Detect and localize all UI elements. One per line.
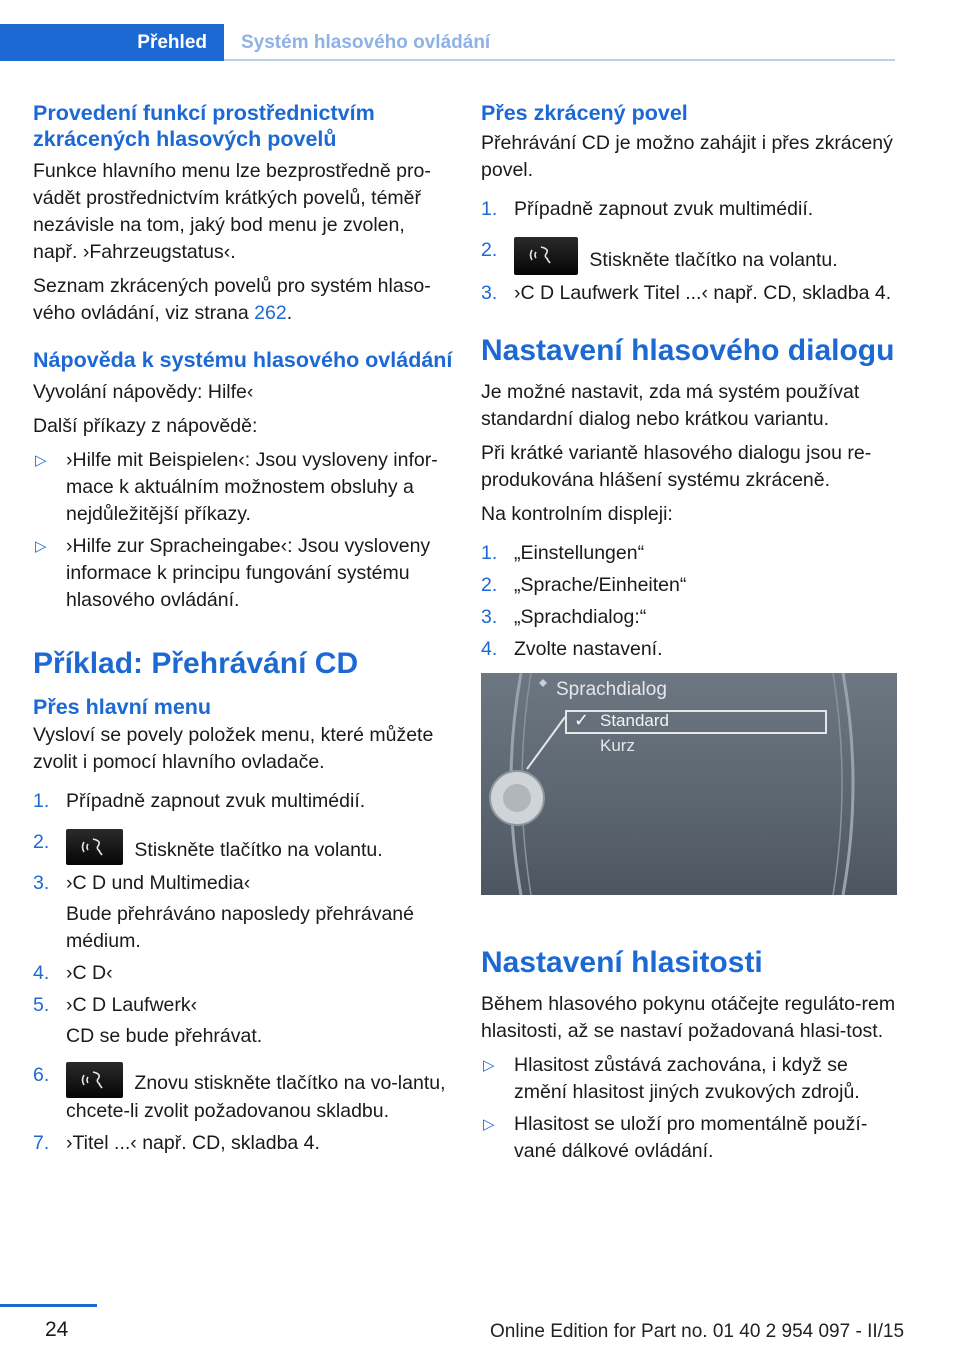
section-heading-short-commands: Provedení funkcí prostřednictvím zkrácených hlasových povelů [33, 101, 375, 151]
step-text: Zvolte nastavení. [514, 638, 663, 660]
tab-voice-control[interactable]: Systém hlasového ovládání [241, 31, 491, 53]
voice-button-icon [66, 829, 123, 865]
step-number: 1. [481, 542, 498, 564]
list-item-text: Hlasitost zůstává zachována, i když se změní hlasitost jiných zvukových zdrojů. [514, 1054, 860, 1103]
section-heading-voice-dialog: Nastavení hlasového dialogu [481, 334, 895, 367]
list-item [481, 604, 896, 631]
option-short: Kurz [600, 736, 635, 755]
voice-dialog-steps [481, 540, 896, 663]
step-number: 5. [33, 994, 50, 1016]
list-item [481, 1052, 896, 1106]
step-number: 6. [33, 1064, 50, 1086]
step-number: 1. [481, 198, 498, 220]
text-span: . [286, 302, 293, 324]
paragraph [33, 273, 453, 327]
list-item [33, 788, 453, 815]
step-text: Případně zapnout zvuk multimédií. [66, 790, 366, 812]
triangle-bullet-icon: ▷ [483, 1057, 495, 1074]
left-column [33, 100, 453, 1162]
volume-bullet-list [481, 1052, 896, 1165]
control-display-screenshot [481, 673, 897, 895]
step-number: 2. [33, 831, 50, 853]
step-text: „Sprachdialog:“ [514, 606, 647, 628]
step-text: ›C D‹ [66, 962, 113, 984]
step-text: ›C D Laufwerk‹ [66, 994, 198, 1016]
section-heading-short-command: Přes zkrácený povel [481, 101, 688, 125]
step-number: 4. [33, 962, 50, 984]
step-number: 3. [481, 606, 498, 628]
step-text: ›Titel ...‹ např. CD, skladba 4. [66, 1132, 320, 1154]
triangle-bullet-icon: ▷ [483, 1116, 495, 1133]
list-item [33, 1130, 453, 1157]
list-item [481, 572, 896, 599]
step-text: ›C D und Multimedia‹ [66, 872, 251, 894]
list-item [33, 1062, 453, 1125]
text-span: Seznam zkrácených povelů pro systém hlaso-vého ovládání, viz strana [33, 275, 431, 324]
tab-overview[interactable]: Přehled [0, 24, 224, 61]
step-number: 3. [33, 872, 50, 894]
page-header [0, 24, 895, 61]
step-text: „Sprache/Einheiten“ [514, 574, 687, 596]
paragraph: Další příkazy z nápovědě: [33, 415, 258, 437]
page-link[interactable]: 262 [254, 302, 287, 324]
triangle-bullet-icon: ▷ [35, 452, 47, 469]
paragraph: Při krátké variantě hlasového dialogu jsou re-produkována hlášení systému zkráceně. [481, 442, 872, 491]
list-item [481, 636, 896, 663]
list-item [33, 447, 453, 528]
list-item [481, 196, 896, 223]
paragraph: Je možné nastavit, zda má systém používat standardní dialog nebo krátkou variantu. [481, 381, 860, 430]
triangle-bullet-icon: ▷ [35, 538, 47, 555]
list-item [33, 992, 453, 1050]
main-menu-steps [33, 788, 453, 1157]
step-text: Stiskněte tlačítko na volantu. [129, 839, 383, 861]
help-bullet-list [33, 447, 453, 614]
list-item-text: ›Hilfe mit Beispielen‹: Jsou vysloveny infor-mace k aktuálním možnostem obsluhy a nejdůležitější příkazy. [66, 449, 438, 525]
paragraph: Přehrávání CD je možno zahájit i přes zkrácený povel. [481, 132, 893, 181]
step-number: 7. [33, 1132, 50, 1154]
list-item [481, 280, 896, 307]
paragraph: Vysloví se povely položek menu, které můžete zvolit i pomocí hlavního ovladače. [33, 724, 434, 773]
list-item [33, 870, 453, 955]
option-standard: Standard [600, 711, 669, 730]
step-number: 2. [481, 239, 498, 261]
voice-button-icon [66, 1062, 123, 1098]
list-item [481, 1111, 896, 1165]
paragraph: Vyvolání nápovědy: Hilfe‹ [33, 381, 254, 403]
page-number: 24 [45, 1318, 69, 1341]
step-number: 4. [481, 638, 498, 660]
edition-note: Online Edition for Part no. 01 40 2 954 097 - II/15 [490, 1321, 905, 1342]
step-note: CD se bude přehrávat. [66, 1025, 263, 1047]
voice-button-icon [514, 237, 578, 275]
step-note: Bude přehráváno naposledy přehrávané médium. [66, 903, 415, 952]
section-heading-volume: Nastavení hlasitosti [481, 946, 763, 979]
list-item [481, 237, 896, 275]
short-command-steps [481, 196, 896, 307]
right-column [481, 100, 896, 1170]
paragraph: Funkce hlavního menu lze bezprostředně pro-vádět prostřednictvím krátkých povelů, téměř nezávisle na tom, jaký bod menu je zvolen, např. ›Fahrzeugstatus‹. [33, 160, 431, 263]
paragraph: Během hlasového pokynu otáčejte reguláto-rem hlasitosti, až se nastaví požadovaná hlasi-tost. [481, 993, 896, 1042]
step-text: Případně zapnout zvuk multimédií. [514, 198, 814, 220]
step-text: Znovu stiskněte tlačítko na vo-lantu, chcete-li zvolit požadovanou skladbu. [66, 1072, 446, 1122]
list-item [481, 540, 896, 567]
list-item [33, 829, 453, 865]
paragraph: Na kontrolním displeji: [481, 503, 673, 525]
step-number: 2. [481, 574, 498, 596]
section-heading-cd-example: Příklad: Přehrávání CD [33, 647, 359, 680]
step-number: 3. [481, 282, 498, 304]
checkmark-icon: ✓ [574, 710, 590, 730]
step-text: ›C D Laufwerk Titel ...‹ např. CD, skladba 4. [514, 282, 892, 304]
list-item-text: Hlasitost se uloží pro momentálně použí-vané dálkové ovládání. [514, 1113, 868, 1162]
section-heading-help: Nápověda k systému hlasového ovládání [33, 348, 453, 372]
list-item-text: ›Hilfe zur Spracheingabe‹: Jsou vysloveny informace k principu fungování systému hlasového ovládání. [66, 535, 431, 611]
step-number: 1. [33, 790, 50, 812]
list-item [33, 960, 453, 987]
list-item [33, 533, 453, 614]
display-frame-graphic [481, 673, 897, 895]
step-text: „Einstellungen“ [514, 542, 645, 564]
screen-title: Sprachdialog [556, 679, 667, 700]
footer-divider [0, 1304, 97, 1307]
header-divider [224, 59, 895, 61]
subheading-main-menu: Přes hlavní menu [33, 695, 212, 719]
step-text: Stiskněte tlačítko na volantu. [584, 249, 838, 271]
